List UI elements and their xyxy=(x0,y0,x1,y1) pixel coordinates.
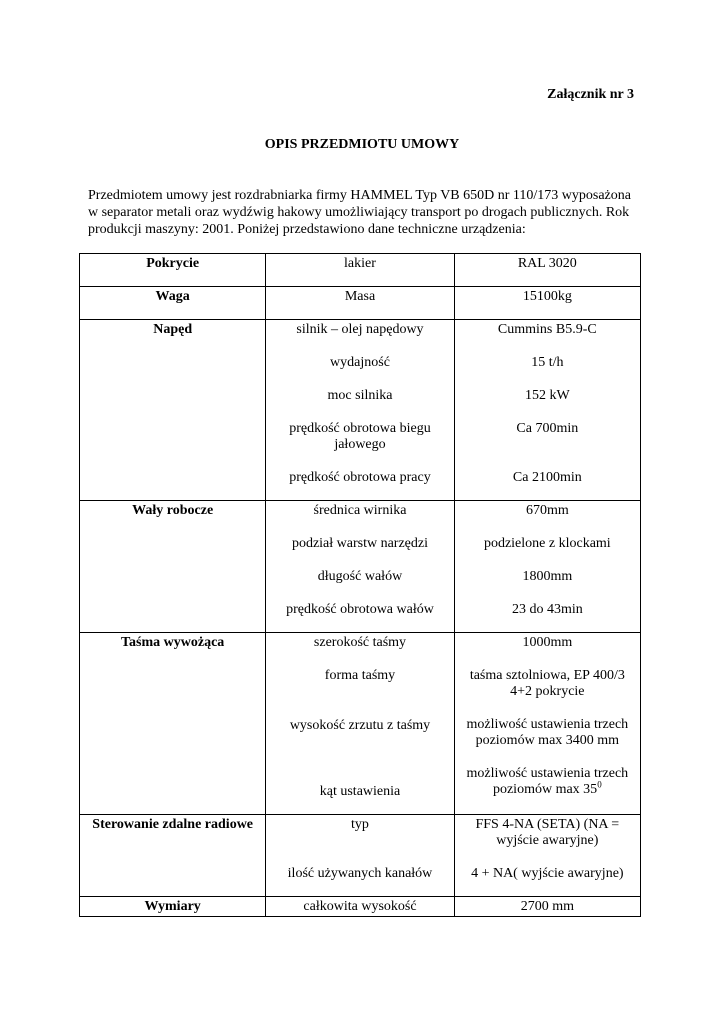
section-cell: Napęd xyxy=(80,320,266,501)
table-row xyxy=(80,287,641,320)
param-value: 152 kW xyxy=(524,388,570,403)
param-value: Ca 2100min xyxy=(512,470,582,485)
value-cell xyxy=(454,501,640,633)
param-value-text: możliwość ustawienia trzech poziomów max 35 xyxy=(466,766,629,797)
value-cell xyxy=(454,320,640,501)
section-cell: Taśma wywożąca xyxy=(80,633,266,815)
param-value: RAL 3020 xyxy=(517,256,577,271)
param-value: FFS 4-NA (SETA) (NA = wyjście awaryjne) xyxy=(475,817,620,848)
param-label: średnica wirnika xyxy=(313,503,407,518)
param-label: lakier xyxy=(344,256,376,271)
param-label: typ xyxy=(351,817,369,832)
param-cell xyxy=(266,254,454,287)
param-label: kąt ustawienia xyxy=(319,784,401,799)
param-value: Ca 700min xyxy=(516,421,579,436)
param-label: prędkość obrotowa pracy xyxy=(289,470,431,485)
param-cell xyxy=(266,633,454,815)
param-value: 15 t/h xyxy=(531,355,564,370)
section-cell: Waga xyxy=(80,287,266,320)
value-cell xyxy=(454,254,640,287)
param-value: Cummins B5.9-C xyxy=(497,322,597,337)
value-cell xyxy=(454,287,640,320)
param-value: podzielone z klockami xyxy=(483,536,611,551)
param-value: taśma sztolniowa, EP 400/3 4+2 pokrycie xyxy=(469,668,625,699)
section-cell: Pokrycie xyxy=(80,254,266,287)
param-cell xyxy=(266,287,454,320)
param-label: wydajność xyxy=(330,355,390,370)
param-value: 670mm xyxy=(525,503,569,518)
param-cell xyxy=(266,897,454,917)
param-label: podział warstw narzędzi xyxy=(291,536,429,551)
param-value xyxy=(459,766,636,798)
table-row xyxy=(80,501,641,633)
param-label: całkowita wysokość xyxy=(303,899,417,914)
param-value: 1000mm xyxy=(522,635,573,650)
table-row xyxy=(80,897,641,917)
param-cell xyxy=(266,815,454,897)
value-cell xyxy=(454,897,640,917)
degree-superscript: 0 xyxy=(597,779,602,790)
table-row xyxy=(80,320,641,501)
param-label: silnik – olej napędowy xyxy=(296,322,424,337)
param-label: długość wałów xyxy=(317,569,403,584)
param-value: 23 do 43min xyxy=(511,602,583,617)
section-cell: Wymiary xyxy=(80,897,266,917)
spec-table xyxy=(79,253,641,917)
param-value: 15100kg xyxy=(522,289,572,304)
document-title: OPIS PRZEDMIOTU UMOWY xyxy=(264,137,460,152)
table-row xyxy=(80,633,641,815)
param-value: 1800mm xyxy=(522,569,573,584)
param-label: moc silnika xyxy=(327,388,393,403)
param-label: ilość używanych kanałów xyxy=(287,866,433,881)
value-cell xyxy=(454,633,640,815)
param-value: 2700 mm xyxy=(520,899,574,914)
table-row xyxy=(80,254,641,287)
section-cell: Wały robocze xyxy=(80,501,266,633)
intro-paragraph: Przedmiotem umowy jest rozdrabniarka firmy HAMMEL Typ VB 650D nr 110/173 wyposażona w separator metali oraz wydźwig hakowy umożliwiający transport po drogach publicznych. Rok produkcji maszyny: 2001. Poniżej przedstawiono dane techniczne urządzenia: xyxy=(88,188,631,237)
param-cell xyxy=(266,501,454,633)
annex-label: Załącznik nr 3 xyxy=(547,87,634,102)
param-label: forma taśmy xyxy=(324,668,396,683)
param-value: 4 + NA( wyjście awaryjne) xyxy=(471,866,624,881)
param-label: Masa xyxy=(344,289,376,304)
param-label: wysokość zrzutu z taśmy xyxy=(289,718,431,733)
param-label: prędkość obrotowa wałów xyxy=(286,602,434,617)
value-cell xyxy=(454,815,640,897)
table-row xyxy=(80,815,641,897)
param-label: prędkość obrotowa biegu jałowego xyxy=(289,421,431,452)
param-label: szerokość taśmy xyxy=(313,635,407,650)
param-cell xyxy=(266,320,454,501)
param-value: możliwość ustawienia trzech poziomów max 3400 mm xyxy=(466,717,629,748)
section-cell: Sterowanie zdalne radiowe xyxy=(80,815,266,897)
